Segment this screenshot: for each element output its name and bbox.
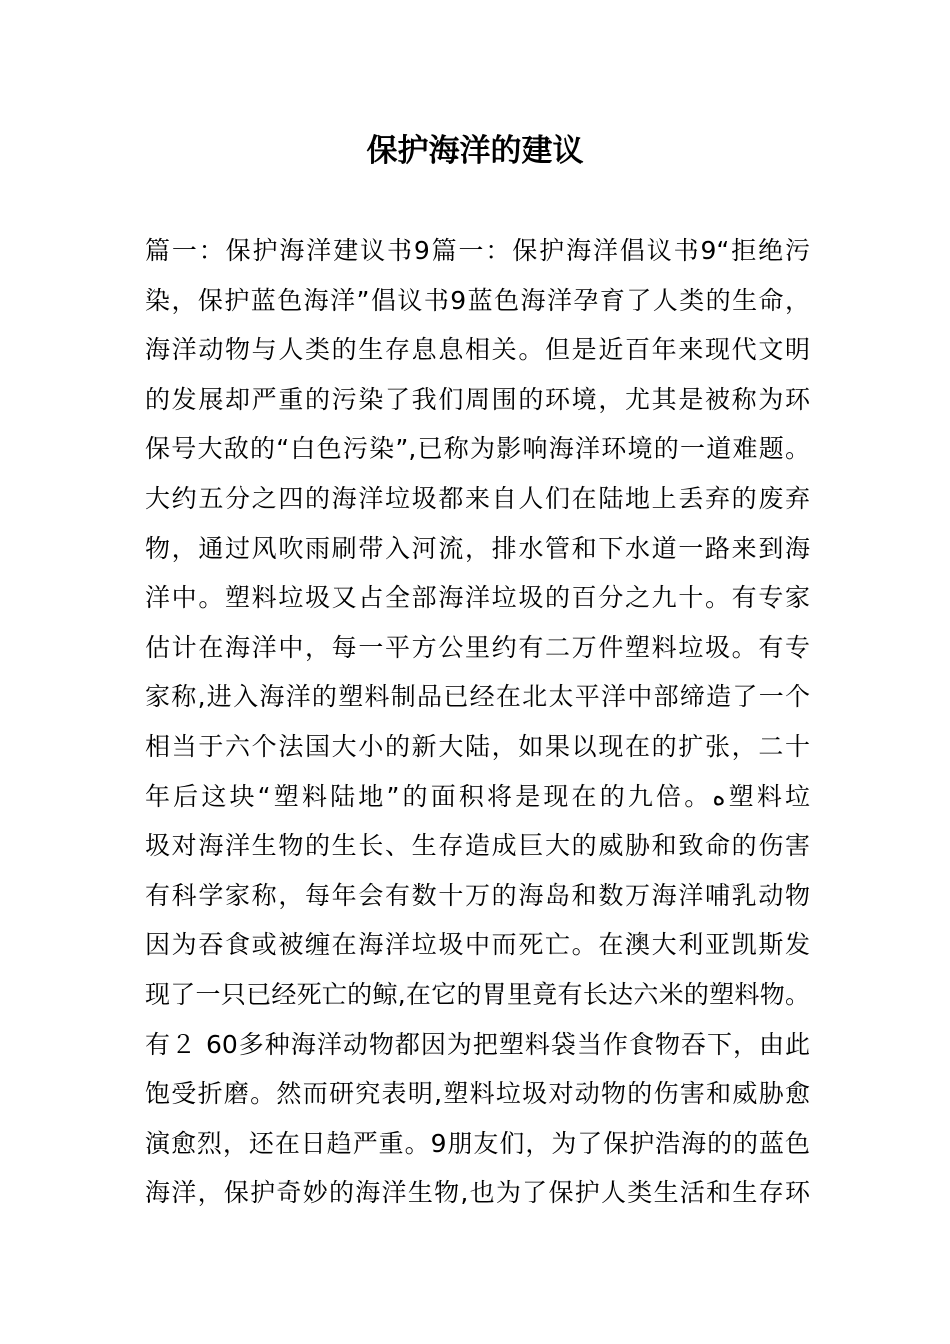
body-line: 保号大敌的“白色污染”,已称为影响海洋环境的一道难题。	[145, 434, 810, 464]
body-line: 染，保护蓝色海洋”倡议书9蓝色海洋孕育了人类的生命，	[145, 285, 810, 315]
document-body	[145, 226, 810, 1218]
body-line: 演愈烈，还在日趋严重。9朋友们，为了保护浩海的的蓝色	[145, 1128, 810, 1158]
body-line: 海洋动物与人类的生存息息相关。但是近百年来现代文明	[145, 335, 810, 365]
body-line: 有２ 60多种海洋动物都因为把塑料袋当作食物吞下，由此	[145, 1029, 810, 1059]
body-line: 因为吞食或被缠在海洋垃圾中而死亡。在澳大利亚凯斯发	[145, 930, 810, 960]
body-line: 大约五分之四的海洋垃圾都来自人们在陆地上丢弃的废弃	[145, 483, 810, 513]
body-line: 饱受折磨。然而研究表明,塑料垃圾对动物的伤害和威胁愈	[145, 1079, 810, 1109]
body-line: 家称,进入海洋的塑料制品已经在北太平洋中部缔造了一个	[145, 682, 810, 712]
document-title: 保护海洋的建议	[366, 133, 584, 169]
body-line: 有科学家称，每年会有数十万的海岛和数万海洋哺乳动物	[145, 880, 810, 910]
body-line: 现了一只已经死亡的鲸,在它的胃里竟有长达六米的塑料物。	[145, 979, 810, 1009]
body-line: 的发展却严重的污染了我们周围的环境，尤其是被称为环	[145, 384, 810, 414]
body-line: 圾对海洋生物的生长、生存造成巨大的威胁和致命的伤害	[145, 831, 810, 861]
body-line: 相当于六个法国大小的新大陆，如果以现在的扩张，二十	[145, 731, 810, 761]
body-line: 洋中。塑料垃圾又占全部海洋垃圾的百分之九十。有专家	[145, 583, 810, 613]
body-line: 海洋，保护奇妙的海洋生物,也为了保护人类生活和生存环	[145, 1178, 810, 1208]
body-line: 估计在海洋中，每一平方公里约有二万件塑料垃圾。有专	[145, 632, 810, 662]
body-line: 篇一：保护海洋建议书9篇一：保护海洋倡议书9“拒绝污	[145, 236, 810, 265]
body-line: 物，通过风吹雨刷带入河流，排水管和下水道一路来到海	[145, 533, 810, 563]
body-line: 年后这块“塑料陆地”的面积将是现在的九倍。ﻩ塑料垃	[145, 781, 810, 811]
